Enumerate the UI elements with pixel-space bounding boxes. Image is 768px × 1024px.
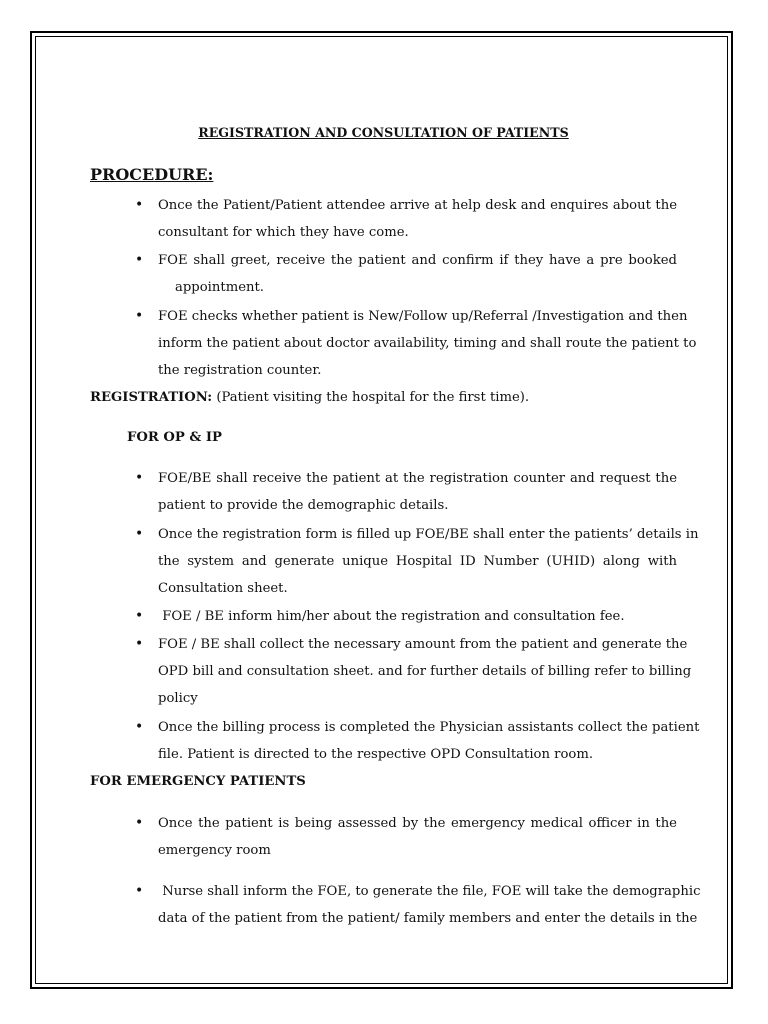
bullet-line: the system and generate unique Hospital ID Number (UHID) along with [158, 554, 677, 569]
registration-label: REGISTRATION: [90, 390, 213, 405]
bullet-icon: • [135, 470, 144, 486]
registration-text: (Patient visiting the hospital for the first time). [212, 390, 530, 405]
bullet-icon: • [135, 719, 144, 735]
bullet-icon: • [135, 252, 144, 268]
bullet-line: file. Patient is directed to the respective OPD Consultation room. [158, 747, 594, 762]
bullet-line: Once the billing process is completed the Physician assistants collect the patient [158, 720, 700, 735]
bullet-line: emergency room [158, 843, 271, 858]
bullet-line: FOE shall greet, receive the patient and confirm if they have a pre booked [158, 253, 677, 268]
bullet-line: FOE / BE inform him/her about the registration and consultation fee. [158, 609, 625, 624]
bullet-line: data of the patient from the patient/ family members and enter the details in the [158, 911, 698, 926]
bullet-line: FOE/BE shall receive the patient at the registration counter and request the [158, 471, 677, 486]
bullet-line: FOE / BE shall collect the necessary amount from the patient and generate the [158, 637, 688, 652]
bullet-line: OPD bill and consultation sheet. and for further details of billing refer to billing [158, 664, 692, 679]
bullet-line: patient to provide the demographic details. [158, 498, 449, 513]
op-ip-heading: FOR OP & IP [127, 430, 222, 445]
bullet-line: Nurse shall inform the FOE, to generate the file, FOE will take the demographic [158, 884, 701, 899]
document-title: REGISTRATION AND CONSULTATION OF PATIENTS [198, 125, 569, 140]
bullet-icon: • [135, 883, 144, 899]
registration-line [90, 387, 529, 409]
bullet-line: Once the Patient/Patient attendee arrive at help desk and enquires about the [158, 198, 677, 213]
bullet-line: Once the registration form is filled up FOE/BE shall enter the patients’ details in [158, 527, 699, 542]
bullet-line: the registration counter. [158, 363, 322, 378]
procedure-heading: PROCEDURE: [90, 165, 214, 184]
bullet-line: Consultation sheet. [158, 581, 288, 596]
bullet-line: appointment. [175, 280, 264, 295]
bullet-icon: • [135, 526, 144, 542]
bullet-icon: • [135, 636, 144, 652]
bullet-line: consultant for which they have come. [158, 225, 409, 240]
bullet-icon: • [135, 608, 144, 624]
emergency-heading: FOR EMERGENCY PATIENTS [90, 774, 306, 789]
bullet-line: policy [158, 691, 198, 706]
bullet-line: inform the patient about doctor availability, timing and shall route the patient to [158, 336, 697, 351]
bullet-line: FOE checks whether patient is New/Follow up/Referral /Investigation and then [158, 309, 688, 324]
bullet-icon: • [135, 197, 144, 213]
bullet-icon: • [135, 815, 144, 831]
bullet-icon: • [135, 308, 144, 324]
bullet-line: Once the patient is being assessed by the emergency medical officer in the [158, 816, 677, 831]
